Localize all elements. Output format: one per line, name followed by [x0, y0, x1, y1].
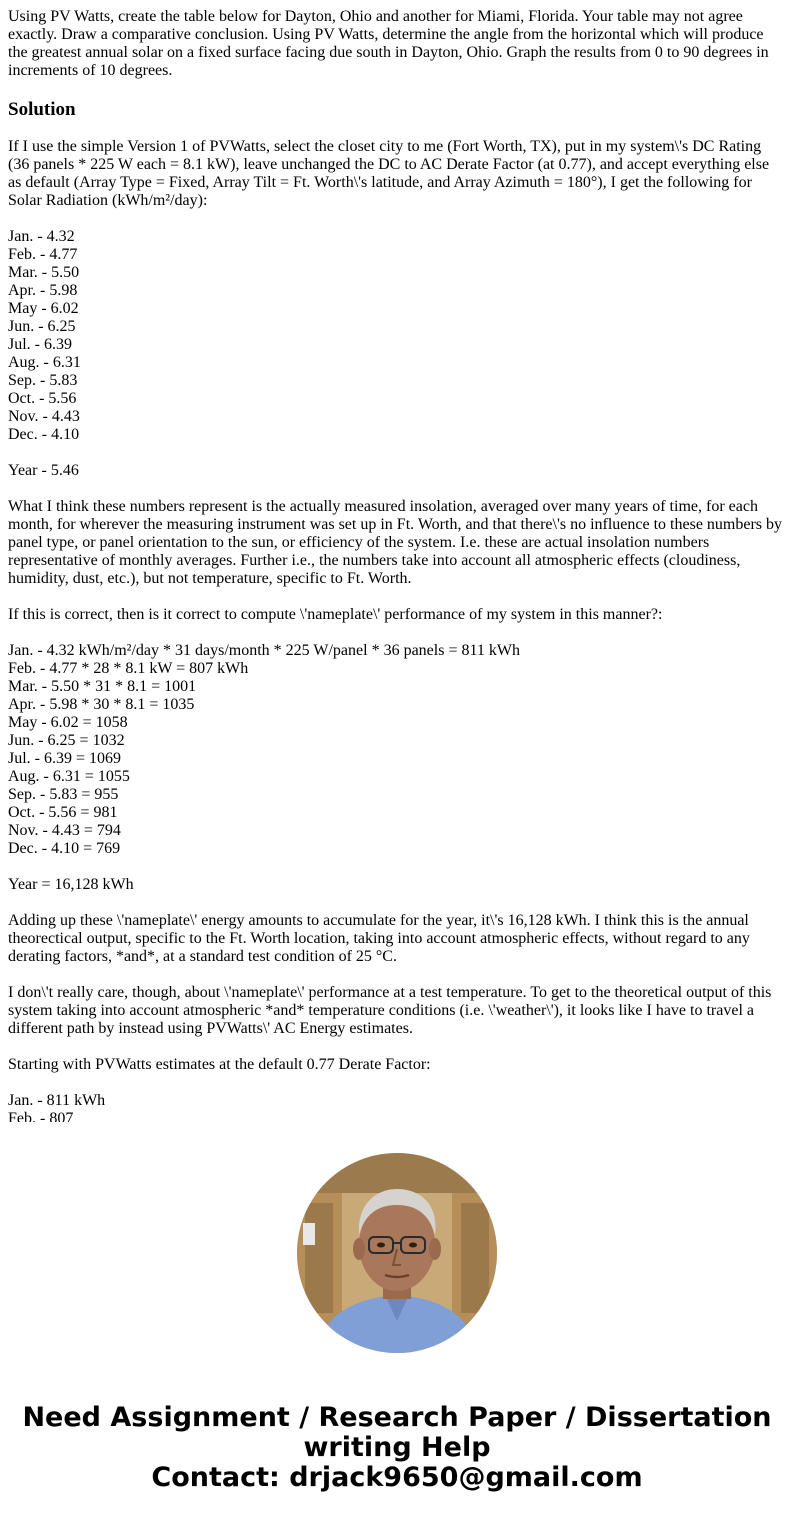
- solution-line: Apr. - 5.98 * 30 * 8.1 = 1035: [8, 696, 195, 713]
- solution-line: Feb. - 4.77: [8, 246, 78, 263]
- solution-line: Jul. - 6.39 = 1069: [8, 750, 122, 767]
- solution-line: Feb. - 4.77 * 28 * 8.1 kW = 807 kWh: [8, 660, 249, 677]
- solution-line: Apr. - 5.98: [8, 282, 78, 299]
- solution-line: Jan. - 811 kWh: [8, 1092, 106, 1109]
- blank-line: [8, 894, 786, 912]
- solution-line: Year = 16,128 kWh: [8, 876, 134, 893]
- blank-line: [8, 1074, 786, 1092]
- solution-line: Starting with PVWatts estimates at the default 0.77 Derate Factor:: [8, 1056, 431, 1073]
- solution-line: If I use the simple Version 1 of PVWatts, select the closet city to me (Fort Worth, TX), put in my system\'s DC Rating (36 panels * 225 W each = 8.1 kW), leave unchanged the DC to AC Derate Factor (at 0.77), and accept everything else as default (Array Type = Fixed, Array Tilt = Ft. Worth\'s latitude, and Array Azimuth = 180°), I get the following for Solar Radiation (kWh/m²/day):: [8, 138, 770, 209]
- blank-line: [8, 624, 786, 642]
- solution-line: May - 6.02: [8, 300, 79, 317]
- footer-contact: Contact: drjack9650@gmail.com: [151, 1462, 643, 1493]
- solution-line: Jun. - 6.25 = 1032: [8, 732, 125, 749]
- footer-banner: [0, 1403, 794, 1493]
- solution-line: May - 6.02 = 1058: [8, 714, 128, 731]
- solution-line: Dec. - 4.10 = 769: [8, 840, 121, 857]
- footer-line-2: writing Help: [303, 1432, 491, 1463]
- solution-line: Oct. - 5.56: [8, 390, 77, 407]
- solution-line: Jan. - 4.32: [8, 228, 75, 245]
- solution-heading: Solution: [8, 99, 76, 120]
- blank-line: [8, 210, 786, 228]
- solution-line: Jul. - 6.39: [8, 336, 72, 353]
- blank-line: [8, 1038, 786, 1056]
- solution-line: Feb. - 807: [8, 1110, 74, 1122]
- solution-line: What I think these numbers represent is the actually measured insolation, averaged over many years of time, for each month, for wherever the measuring instrument was set up in Ft. Worth, and that there\'s no influence to these numbers by panel type, or panel orientation to the sun, or efficiency of the system. I.e. these are actual insolation numbers representative of monthly averages. Further i.e., the numbers take into account all atmospheric effects (cloudiness, humidity, dust, etc.), but not temperature, specific to Ft. Worth.: [8, 498, 783, 587]
- solution-line: Jan. - 4.32 kWh/m²/day * 31 days/month * 225 W/panel * 36 panels = 811 kWh: [8, 642, 520, 659]
- question-text: Using PV Watts, create the table below for Dayton, Ohio and another for Miami, Florida. Your table may not agree exactly. Draw a comparative conclusion. Using PV Watts, determine the angle from the horizontal which will produce the greatest annual solar on a fixed surface facing due south in Dayton, Ohio. Graph the results from 0 to 90 degrees in increments of 10 degrees.: [8, 8, 769, 79]
- document-body: [8, 8, 786, 1122]
- solution-line: Dec. - 4.10: [8, 426, 80, 443]
- solution-line: Aug. - 6.31: [8, 354, 81, 371]
- solution-line: Nov. - 4.43 = 794: [8, 822, 121, 839]
- blank-line: [8, 588, 786, 606]
- solution-line: Adding up these \'nameplate\' energy amounts to accumulate for the year, it\'s 16,128 kWh. I think this is the annual theorectical output, specific to the Ft. Worth location, taking into account atmospheric effects, without regard to any derating factors, *and*, at a standard test condition of 25 °C.: [8, 912, 750, 965]
- solution-line: Nov. - 4.43: [8, 408, 80, 425]
- solution-line: Mar. - 5.50: [8, 264, 80, 281]
- blank-line: [8, 858, 786, 876]
- author-avatar: [297, 1153, 497, 1353]
- blank-line: [8, 966, 786, 984]
- footer-line-1: Need Assignment / Research Paper / Dissertation: [22, 1402, 772, 1433]
- solution-text: [8, 138, 786, 1122]
- solution-line: Sep. - 5.83 = 955: [8, 786, 119, 803]
- solution-line: Jun. - 6.25: [8, 318, 76, 335]
- solution-line: Sep. - 5.83: [8, 372, 78, 389]
- solution-line: Mar. - 5.50 * 31 * 8.1 = 1001: [8, 678, 197, 695]
- blank-line: [8, 480, 786, 498]
- solution-line: Year - 5.46: [8, 462, 79, 479]
- solution-line: Oct. - 5.56 = 981: [8, 804, 118, 821]
- solution-line: If this is correct, then is it correct to compute \'nameplate\' performance of my system in this manner?:: [8, 606, 663, 623]
- solution-line: Aug. - 6.31 = 1055: [8, 768, 130, 785]
- blank-line: [8, 444, 786, 462]
- author-photo-icon: [297, 1153, 497, 1353]
- solution-line: I don\'t really care, though, about \'nameplate\' performance at a test temperature. To get to the theoretical output of this system taking into account atmospheric *and* temperature conditions (i.e. \'weather\'), it looks like I have to travel a different path by instead using PVWatts\' AC Energy estimates.: [8, 984, 772, 1037]
